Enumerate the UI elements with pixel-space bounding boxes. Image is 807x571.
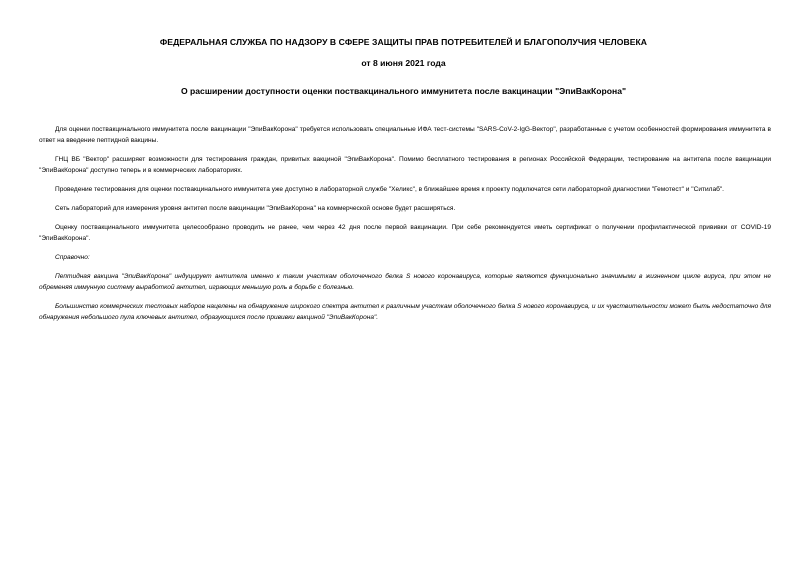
document-body — [39, 124, 771, 331]
body-paragraph-4: Сеть лабораторий для измерения уровня антител после вакцинации "ЭпиВакКорона" на коммерческой основе будет расширяться. — [55, 205, 456, 212]
body-paragraph-2: ГНЦ ВБ "Вектор" расширяет возможности для тестирования граждан, привитых вакциной "ЭпиВакКорона". Помимо бесплатного тестирования в регионах Российской Федерации, тестирование на антитела после вакцинации "ЭпиВакКорона" доступно теперь и в коммерческих лабораториях. — [39, 156, 771, 174]
body-paragraph-3: Проведение тестирования для оценки поствакцинального иммунитета уже доступно в лабораторной службе "Хеликс", в ближайшее время к проекту подключатся сети лабораторной диагностики "Гемотест" и "Ситилаб". — [55, 186, 724, 193]
reference-paragraph-2: Большинство коммерческих тестовых наборов нацелены на обнаружение широкого спектра антител к различным участкам оболочечного белка S нового коронавируса, и их чувствительности может быть недостаточно для обнаружения небольшого пула ключевых антител, образующихся после прививки вакциной "ЭпиВакКорона". — [39, 303, 771, 321]
document-date: от 8 июня 2021 года — [361, 58, 446, 68]
body-paragraph-1: Для оценки поствакцинального иммунитета после вакцинации "ЭпиВакКорона" требуется использовать специальные ИФА тест-системы "SARS-CoV-2-IgG-Вектор", разработанные с учетом особенностей формирования иммунитета в ответ на введение пептидной вакцины. — [39, 126, 771, 144]
body-paragraph-5: Оценку поствакцинального иммунитета целесообразно проводить не ранее, чем через 42 дня после первой вакцинации. При себе рекомендуется иметь сертификат о получении профилактической прививки от COVID-19 "ЭпиВакКорона". — [39, 224, 771, 242]
reference-paragraph-1: Пептидная вакцина "ЭпиВакКорона" индуцирует антитела именно к таким участкам оболочечного белка S нового коронавируса, которые являются функционально значимыми в жизненном цикле вируса, при этом не обременяя иммунную систему выработкой антител, играющих меньшую роль в борьбе с болезнью. — [39, 273, 771, 291]
document-title: О расширении доступности оценки поствакцинального иммунитета после вакцинации "ЭпиВакКорона" — [180, 86, 627, 96]
agency-heading: ФЕДЕРАЛЬНАЯ СЛУЖБА ПО НАДЗОРУ В СФЕРЕ ЗАЩИТЫ ПРАВ ПОТРЕБИТЕЛЕЙ И БЛАГОПОЛУЧИЯ ЧЕЛОВЕКА — [159, 37, 648, 47]
reference-label: Справочно: — [55, 254, 90, 261]
